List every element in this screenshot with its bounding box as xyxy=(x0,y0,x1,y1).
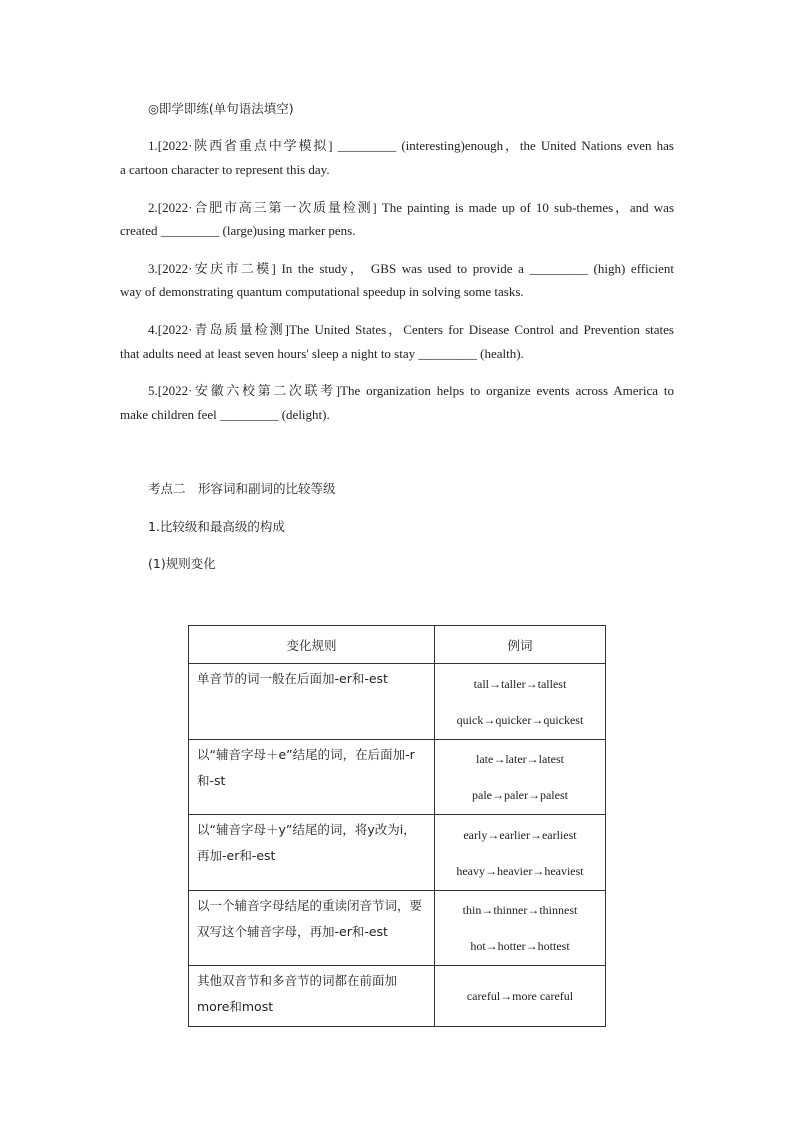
practice-item-5-line-1: 5.[2022·安徽六校第二次联考]The organization helps to organize events across America to xyxy=(148,383,674,398)
example-word: heavy→heavier→heaviest xyxy=(456,863,584,878)
example-word: thin→thinner→thinnest xyxy=(462,903,578,917)
practice-item-1-line-2: a cartoon character to represent this day. xyxy=(120,162,330,177)
rule-cell: 其他双音节和多音节的词都在前面加more和most xyxy=(189,966,435,1027)
table-header-example: 例词 xyxy=(435,626,606,664)
practice-item-4-line-1: 4.[2022·青岛质量检测]The United States，Centers for Disease Control and Prevention states xyxy=(148,322,674,337)
subsection-title: 1.比较级和最高级的构成 xyxy=(148,519,285,534)
rule-cell: 单音节的词一般在后面加-er和-est xyxy=(189,664,435,740)
section-title: 考点二 形容词和副词的比较等级 xyxy=(148,481,336,496)
table-row xyxy=(189,815,606,891)
practice-item-1-line-1: 1.[2022·陕西省重点中学模拟] _________ (interesting)enough，the United Nations even has xyxy=(148,138,674,153)
table-row xyxy=(189,740,606,815)
example-word: hot→hotter→hottest xyxy=(470,939,570,953)
example-word: quick→quicker→quickest xyxy=(456,712,584,727)
table-row xyxy=(189,664,606,740)
example-cell xyxy=(435,815,606,891)
example-cell xyxy=(435,664,606,740)
table-row xyxy=(189,966,606,1027)
example-cell xyxy=(435,740,606,815)
practice-heading: ◎即学即练(单句语法填空) xyxy=(148,101,294,116)
example-cell xyxy=(435,891,606,966)
example-word: early→earlier→earliest xyxy=(463,827,577,842)
practice-item-2-line-1: 2.[2022·合肥市高三第一次质量检测] The painting is made up of 10 sub-themes，and was xyxy=(148,200,674,215)
practice-item-4-line-2: that adults need at least seven hours' sleep a night to stay _________ (health). xyxy=(120,346,524,361)
practice-item-5-line-2: make children feel _________ (delight). xyxy=(120,407,330,422)
practice-item-3-line-2: way of demonstrating quantum computational speedup in solving some tasks. xyxy=(120,284,524,299)
example-cell xyxy=(435,966,606,1027)
practice-item-2-line-2: created _________ (large)using marker pens. xyxy=(120,223,356,238)
table-header-rule: 变化规则 xyxy=(189,626,435,664)
rule-cell: 以“辅音字母＋y”结尾的词，将y改为i，再加-er和-est xyxy=(189,815,435,891)
subsection-subtitle: (1)规则变化 xyxy=(148,556,216,571)
comparison-rules-table xyxy=(188,625,606,1027)
example-word: tall→taller→tallest xyxy=(473,676,567,691)
table-row xyxy=(189,891,606,966)
table-header-row xyxy=(189,626,606,664)
rule-cell: 以“辅音字母＋e”结尾的词，在后面加-r和-st xyxy=(189,740,435,815)
example-word: pale→paler→palest xyxy=(472,788,568,802)
practice-item-3-line-1: 3.[2022·安庆市二模] In the study， GBS was used to provide a _________ (high) efficient xyxy=(148,261,674,276)
rule-cell: 以一个辅音字母结尾的重读闭音节词，要双写这个辅音字母，再加-er和-est xyxy=(189,891,435,966)
example-word: careful→more careful xyxy=(466,989,574,1003)
example-word: late→later→latest xyxy=(476,752,564,766)
